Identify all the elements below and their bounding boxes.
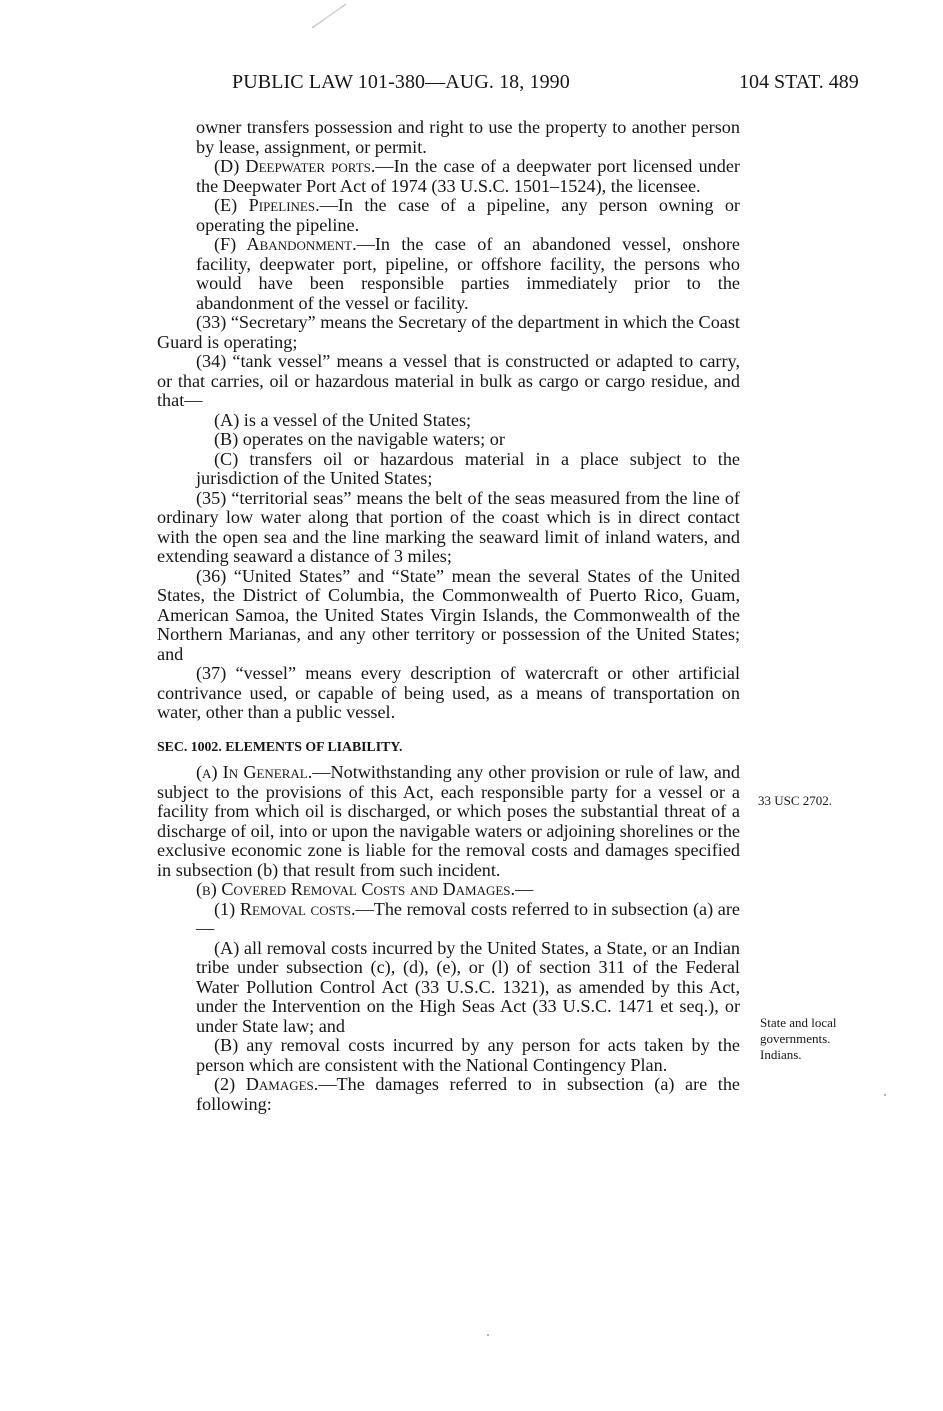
text-removal-costs: —The removal costs referred to in subsection (a) are—: [196, 898, 740, 938]
scan-speck: [884, 1094, 886, 1096]
text-damages: —The damages referred to in subsection (a) are the following:: [196, 1074, 740, 1114]
pencil-mark: [310, 0, 350, 30]
heading-damages: (2) Damages.: [214, 1074, 319, 1094]
margin-note-line-3: Indians.: [760, 1047, 802, 1062]
margin-note-usc: 33 USC 2702.: [758, 793, 833, 808]
margin-note-state-local: [760, 1015, 837, 1063]
paragraph-34-a: (A) is a vessel of the United States;: [214, 409, 472, 430]
paragraph-34-b: (B) operates on the navigable waters; or: [214, 429, 505, 449]
heading-in-general: (a) In General.: [196, 762, 313, 782]
paragraph-35-territorial-seas: (35) “territorial seas” means the belt of the seas measured from the line of ordinary low water along that portion of the coast which is in direct contact with the open sea and the line marking the seaward limit of inland waters, and extending seaward a distance of 3 miles;: [157, 487, 740, 566]
page-header-title: PUBLIC LAW 101-380—AUG. 18, 1990: [232, 71, 570, 93]
paragraph-a-in-general: [157, 763, 740, 880]
section-heading: SEC. 1002. ELEMENTS OF LIABILITY.: [157, 738, 403, 754]
statute-body: [157, 118, 740, 1114]
paragraph-36-united-states: (36) “United States” and “State” mean the several States of the United States, the District of Columbia, the Commonwealth of Puerto Rico, Guam, American Samoa, the United States Virgin Islands, the Commonwealth of the Northern Marianas, and any other territory or possession of the United States; and: [157, 565, 740, 664]
text-in-general: —Notwithstanding any other provision or rule of law, and subject to the provisions of this Act, each responsible party for a vessel or a facility from which oil is discharged, or which poses the substantial threat of a discharge of oil, into or upon the navigable waters or adjoining shorelines or the exclusive economic zone is liable for the removal costs and damages specified in subsection (b) that result from such incident.: [157, 762, 740, 880]
heading-abandonment: (F) Abandonment.: [214, 234, 357, 254]
paragraph-34-tank-vessel: (34) “tank vessel” means a vessel that is constructed or adapted to carry, or that carries, oil or hazardous material in bulk as cargo or cargo residue, and that—: [157, 351, 740, 410]
heading-covered-costs: (b) Covered Removal Costs and Damages.: [196, 879, 516, 899]
text-covered-costs: —: [515, 879, 534, 899]
paragraph-33-secretary: (33) “Secretary” means the Secretary of the department in which the Coast Guard is operating;: [157, 312, 740, 352]
paragraph-1-b: (B) any removal costs incurred by any person for acts taken by the person which are consistent with the National Contingency Plan.: [196, 1035, 740, 1075]
paragraph-1-removal-costs: [157, 900, 740, 939]
heading-removal-costs: (1) Removal costs.: [214, 898, 356, 919]
text-deepwater-ports: —In the case of a deepwater port licensed under the Deepwater Port Act of 1974 (33 U.S.C. 1501–1524), the licensee.: [196, 156, 740, 196]
paragraph-34-c: (C) transfers oil or hazardous material in a place subject to the jurisdiction of the United States;: [196, 448, 740, 488]
paragraph-deepwater-ports: [157, 157, 740, 196]
paragraph-37-vessel: (37) “vessel” means every description of watercraft or other artificial contrivance used, or capable of being used, as a means of transportation on water, other than a public vessel.: [157, 663, 740, 722]
paragraph-owner-transfers: owner transfers possession and right to use the property to another person by lease, assignment, or permit.: [196, 117, 740, 157]
scan-speck: [487, 1334, 489, 1336]
paragraph-b-covered-costs: [157, 880, 740, 900]
paragraph-1-a: (A) all removal costs incurred by the United States, a State, or an Indian tribe under subsection (c), (d), (e), or (l) of section 311 of the Federal Water Pollution Control Act (33 U.S.C. 1321), as amended by this Act, under the Intervention on the High Seas Act (33 U.S.C. 1471 et seq.), or under State law; and: [196, 937, 740, 1036]
text-abandonment: —In the case of an abandoned vessel, onshore facility, deepwater port, pipeline, or offshore facility, the persons who would have been responsible parties immediately prior to the abandonment of the vessel or facility.: [196, 234, 740, 313]
page-header-stat: 104 STAT. 489: [739, 71, 859, 93]
heading-deepwater-ports: (D) Deepwater ports.: [214, 156, 376, 176]
heading-pipelines: (E) Pipelines.: [214, 195, 320, 215]
margin-note-line-1: State and local: [760, 1015, 837, 1030]
text-pipelines: —In the case of a pipeline, any person owning or operating the pipeline.: [196, 195, 740, 235]
margin-note-line-2: governments.: [760, 1031, 831, 1046]
paragraph-pipelines: [157, 196, 740, 235]
paragraph-2-damages: [157, 1075, 740, 1114]
paragraph-abandonment: [157, 235, 740, 313]
